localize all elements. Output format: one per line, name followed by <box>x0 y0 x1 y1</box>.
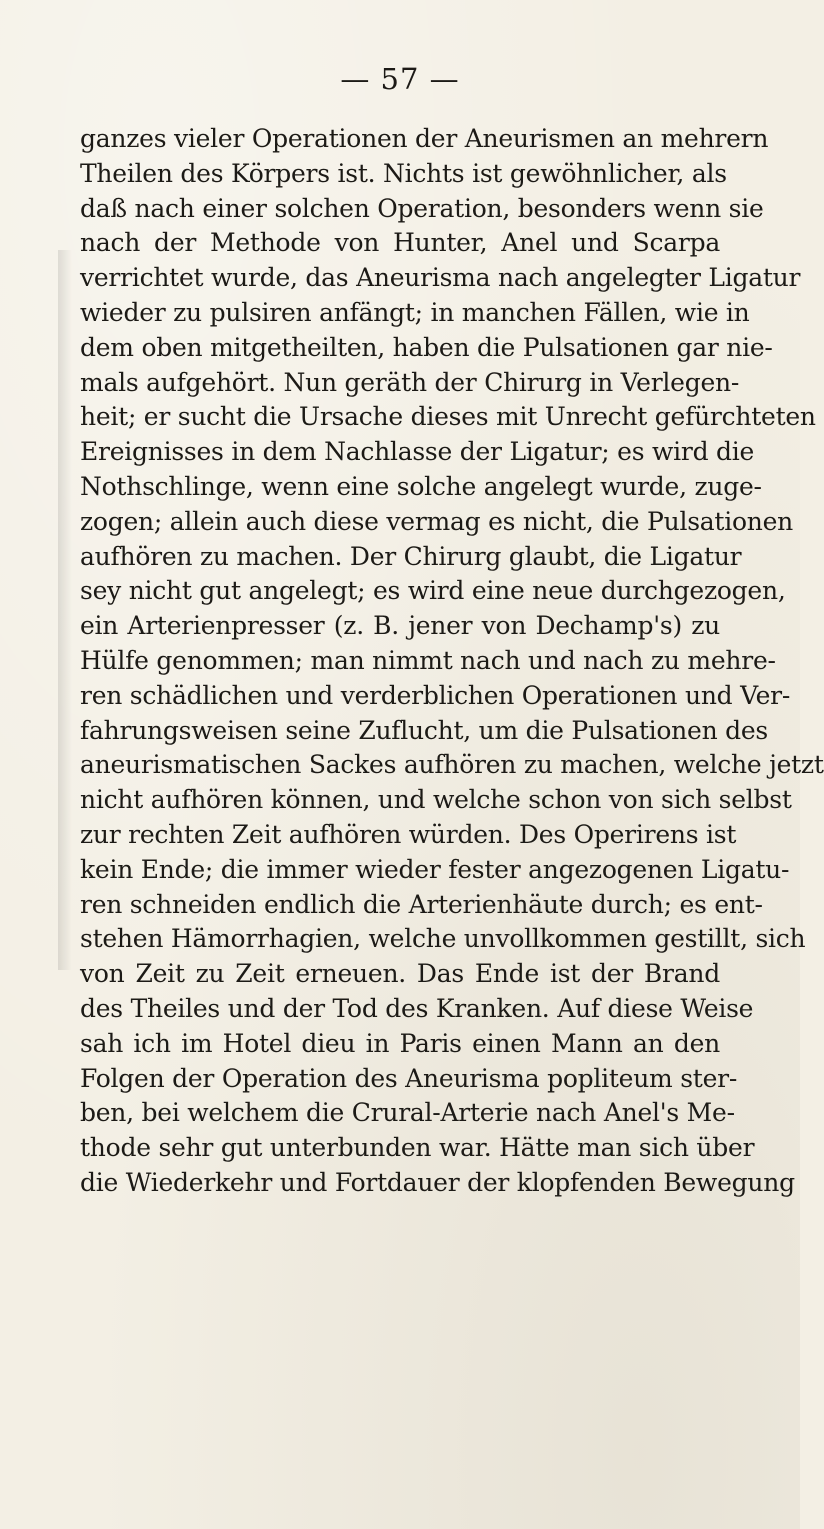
text-line: ren schneiden endlich die Arterienhäute durch; es ent- <box>80 889 763 919</box>
text-line: sah ich im Hotel dieu in Paris einen Mann an den <box>80 1028 720 1058</box>
text-line: daß nach einer solchen Operation, besonders wenn sie <box>80 193 764 223</box>
text-line: Ereignisses in dem Nachlasse der Ligatur; es wird die <box>80 437 755 467</box>
text-line: stehen Hämorrhagien, welche unvollkommen gestillt, sich <box>80 924 806 954</box>
text-line: mals aufgehört. Nun geräth der Chirurg in Verlegen- <box>80 367 740 397</box>
text-line: Hülfe genommen; man nimmt nach und nach zu mehre- <box>80 645 776 675</box>
text-line: Nothschlinge, wenn eine solche angelegt wurde, zuge- <box>80 471 762 501</box>
text-line: nicht aufhören können, und welche schon von sich selbst <box>80 785 792 815</box>
text-line: Theilen des Körpers ist. Nichts ist gewöhnlicher, als <box>80 158 727 188</box>
text-line: thode sehr gut unterbunden war. Hätte man sich über <box>80 1133 755 1163</box>
text-line: wieder zu pulsiren anfängt; in manchen Fällen, wie in <box>80 297 750 327</box>
text-line: fahrungsweisen seine Zuflucht, um die Pulsationen des <box>80 715 768 745</box>
text-line: ben, bei welchem die Crural-Arterie nach Anel's Me- <box>80 1098 735 1128</box>
text-line: Folgen der Operation des Aneurisma popliteum ster- <box>80 1063 738 1093</box>
text-line: ren schädlichen und verderblichen Operationen und Ver- <box>80 680 791 710</box>
text-line: dem oben mitgetheilten, haben die Pulsationen gar nie- <box>80 332 773 362</box>
text-line: ein Arterienpresser (z. B. jener von Dechamp's) zu <box>80 611 720 641</box>
body-text <box>80 122 824 1201</box>
text-line: heit; er sucht die Ursache dieses mit Unrecht gefürchteten <box>80 402 816 432</box>
text-line: ganzes vieler Operationen der Aneurismen an mehrern <box>80 124 769 153</box>
text-line: des Theiles und der Tod des Kranken. Auf diese Weise <box>80 993 754 1023</box>
text-line: aneurismatischen Sackes aufhören zu machen, welche jetzt <box>80 750 824 780</box>
text-line: sey nicht gut angelegt; es wird eine neue durchgezogen, <box>80 576 786 606</box>
page-fold-shadow <box>58 250 72 970</box>
text-line: von Zeit zu Zeit erneuen. Das Ende ist der Brand <box>80 959 720 989</box>
text-line: zogen; allein auch diese vermag es nicht, die Pulsationen <box>80 506 794 536</box>
text-line: zur rechten Zeit aufhören würden. Des Operirens ist <box>80 819 737 849</box>
text-line: verrichtet wurde, das Aneurisma nach angelegter Ligatur <box>80 263 801 293</box>
text-line: aufhören zu machen. Der Chirurg glaubt, die Ligatur <box>80 541 742 571</box>
text-line: kein Ende; die immer wieder fester angezogenen Ligatu- <box>80 854 790 884</box>
page-number: — 57 — <box>340 62 460 96</box>
text-line: die Wiederkehr und Fortdauer der klopfenden Bewegung <box>80 1167 795 1197</box>
text-line: nach der Methode von Hunter, Anel und Scarpa <box>80 228 720 258</box>
